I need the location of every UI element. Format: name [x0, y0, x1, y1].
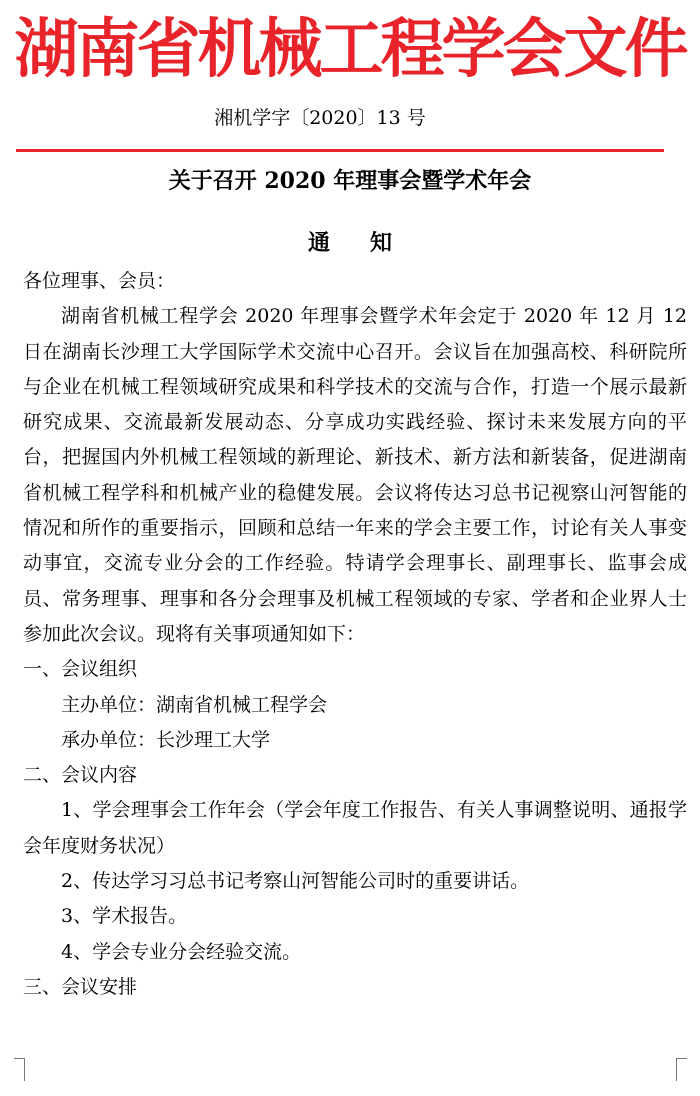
document-number: 湘机学字〔2020〕13 号 — [214, 107, 426, 129]
salutation: 各位理事、会员： — [23, 270, 176, 292]
section-item: 主办单位：湖南省机械工程学会 — [61, 693, 328, 716]
masthead-title: 湖南省机械工程学会文件 — [14, 13, 686, 87]
section-heading: 三、会议安排 — [23, 975, 138, 998]
section-item: 4、学会专业分会经验交流。 — [61, 940, 302, 963]
section-heading: 一、会议组织 — [23, 658, 138, 681]
page-corner-mark — [676, 1058, 687, 1081]
section-heading: 二、会议内容 — [23, 764, 138, 787]
intro-paragraph: 湖南省机械工程学会 2020 年理事会暨学术年会定于 2020 年 12 月 12 日在湖南长沙理工大学国际学术交流中心召开。会议旨在加强高校、科研院所与企业在机械工程领域研究成果和科学技术的交流与合作，打造一个展示最新研究成果、交流最新发展动态、分享成功实践经验、探讨未来发展方向的平台，把握国内外机械工程领域的新理论、新技术、新方法和新装备，促进湖南省机械工程学科和机械产业的稳健发展。会议将传达习总书记视察山河智能的情况和所作的重要指示，回顾和总结一年来的学会主要工作，讨论有关人事变动事宜，交流专业分会的工作经验。特请学会理事长、副理事长、监事会成员、常务理事、理事和各分会理事及机械工程领域的专家、学者和企业界人士参加此次会议。现将有关事项通知如下： — [23, 305, 687, 645]
notice-body — [23, 264, 687, 1005]
section-item: 3、学术报告。 — [61, 905, 188, 928]
section-item: 1、学会理事会工作年会（学会年度工作报告、有关人事调整说明、通报学会年度财务状况） — [23, 799, 687, 857]
section-item: 2、传达学习习总书记考察山河智能公司时的重要讲话。 — [61, 870, 530, 893]
page-corner-mark — [14, 1058, 25, 1081]
section-item: 承办单位：长沙理工大学 — [61, 728, 271, 751]
notice-title: 关于召开 2020 年理事会暨学术年会 — [168, 168, 532, 194]
notice-subtitle: 通知 — [307, 230, 432, 256]
red-header-rule — [16, 149, 664, 152]
